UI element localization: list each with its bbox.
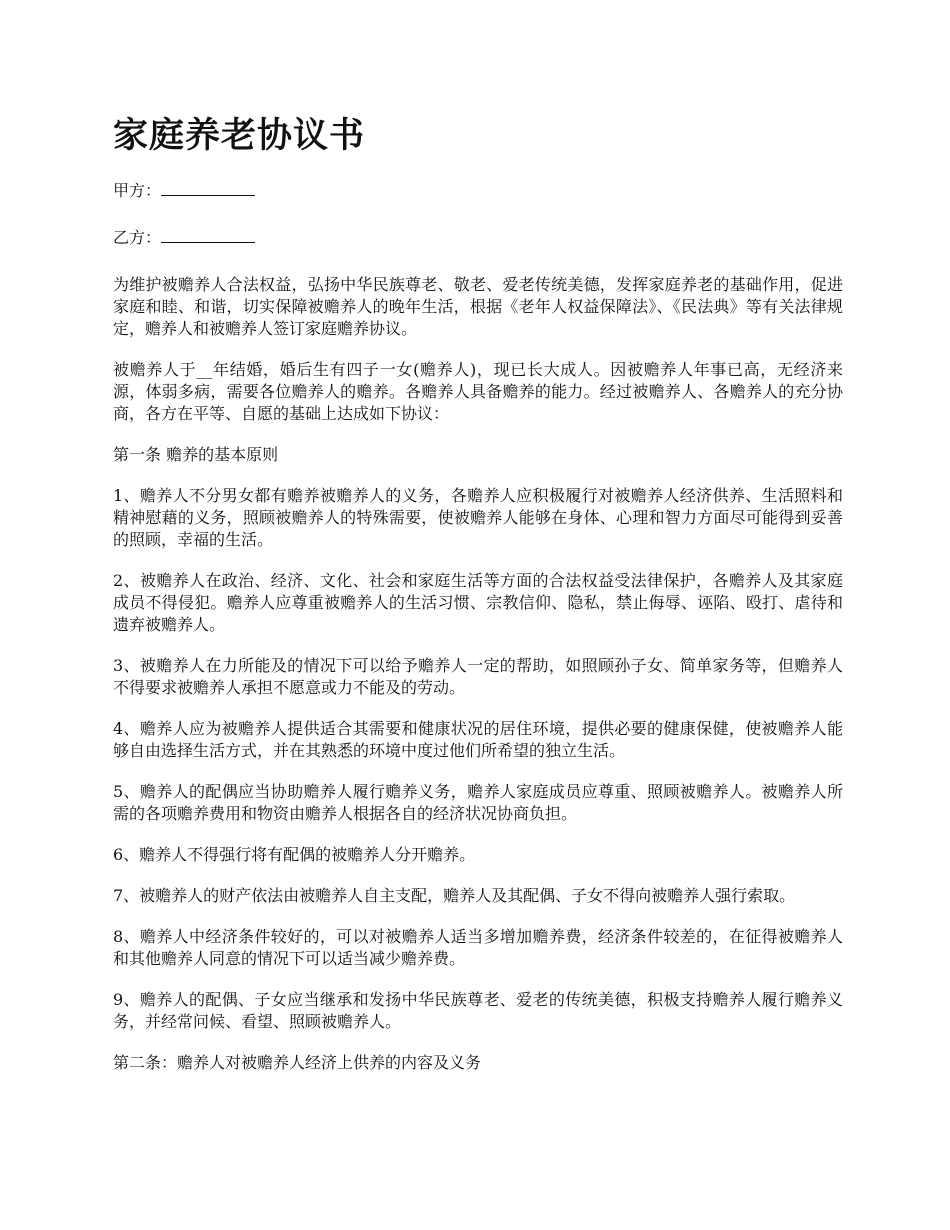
article-one-clause: 7、被赡养人的财产依法由被赡养人自主支配，赡养人及其配偶、子女不得向被赡养人强行索取。 [113, 886, 796, 905]
article-one-heading: 第一条 赡养的基本原则 [113, 445, 279, 464]
party-a-line [113, 180, 843, 202]
party-b-line [113, 227, 843, 249]
article-one-clause: 8、赡养人中经济条件较好的，可以对被赡养人适当多增加赡养费，经济条件较差的，在征得被赡养人和其他赡养人同意的情况下可以适当减少赡养费。 [113, 927, 843, 968]
document-title: 家庭养老协议书 [113, 115, 366, 156]
background-paragraph: 被赡养人于__年结婚，婚后生有四子一女(赡养人)，现已长大成人。因被赡养人年事已高，无经济来源，体弱多病，需要各位赡养人的赡养。各赡养人具备赡养的能力。经过被赡养人、各赡养人的充分协商，各方在平等、自愿的基础上达成如下协议： [113, 360, 843, 423]
party-a-blank [161, 181, 255, 196]
article-one-clause: 5、赡养人的配偶应当协助赡养人履行赡养义务，赡养人家庭成员应尊重、照顾被赡养人。被赡养人所需的各项赡养费用和物资由赡养人根据各自的经济状况协商负担。 [113, 782, 843, 823]
intro-paragraph: 为维护被赡养人合法权益，弘扬中华民族尊老、敬老、爱老传统美德，发挥家庭养老的基础作用，促进家庭和睦、和谐，切实保障被赡养人的晚年生活，根据《老年人权益保障法》、《民法典》等有关法律规定，赡养人和被赡养人签订家庭赡养协议。 [113, 275, 843, 338]
article-one-clause: 6、赡养人不得强行将有配偶的被赡养人分开赡养。 [113, 845, 476, 864]
article-one-clause: 2、被赡养人在政治、经济、文化、社会和家庭生活等方面的合法权益受法律保护，各赡养人及其家庭成员不得侵犯。赡养人应尊重被赡养人的生活习惯、宗教信仰、隐私，禁止侮辱、诬陷、殴打、虐待和遗弃被赡养人。 [113, 571, 843, 634]
party-b-label: 乙方： [113, 228, 162, 247]
party-a-label: 甲方： [113, 181, 162, 200]
article-one-clause: 3、被赡养人在力所能及的情况下可以给予赡养人一定的帮助，如照顾孙子女、简单家务等，但赡养人不得要求被赡养人承担不愿意或力不能及的劳动。 [113, 656, 843, 697]
party-b-blank [161, 228, 255, 243]
article-one-clause: 9、赡养人的配偶、子女应当继承和发扬中华民族尊老、爱老的传统美德，积极支持赡养人履行赡养义务，并经常问候、看望、照顾被赡养人。 [113, 990, 843, 1031]
document-page [113, 112, 843, 1093]
article-one-clause: 1、赡养人不分男女都有赡养被赡养人的义务，各赡养人应积极履行对被赡养人经济供养、生活照料和精神慰藉的义务，照顾被赡养人的特殊需要，使被赡养人能够在身体、心理和智力方面尽可能得到妥善的照顾，幸福的生活。 [113, 486, 843, 549]
article-two-heading: 第二条：赡养人对被赡养人经济上供养的内容及义务 [113, 1053, 482, 1072]
article-one-clause: 4、赡养人应为被赡养人提供适合其需要和健康状况的居住环境，提供必要的健康保健，使被赡养人能够自由选择生活方式，并在其熟悉的环境中度过他们所希望的独立生活。 [113, 719, 843, 760]
